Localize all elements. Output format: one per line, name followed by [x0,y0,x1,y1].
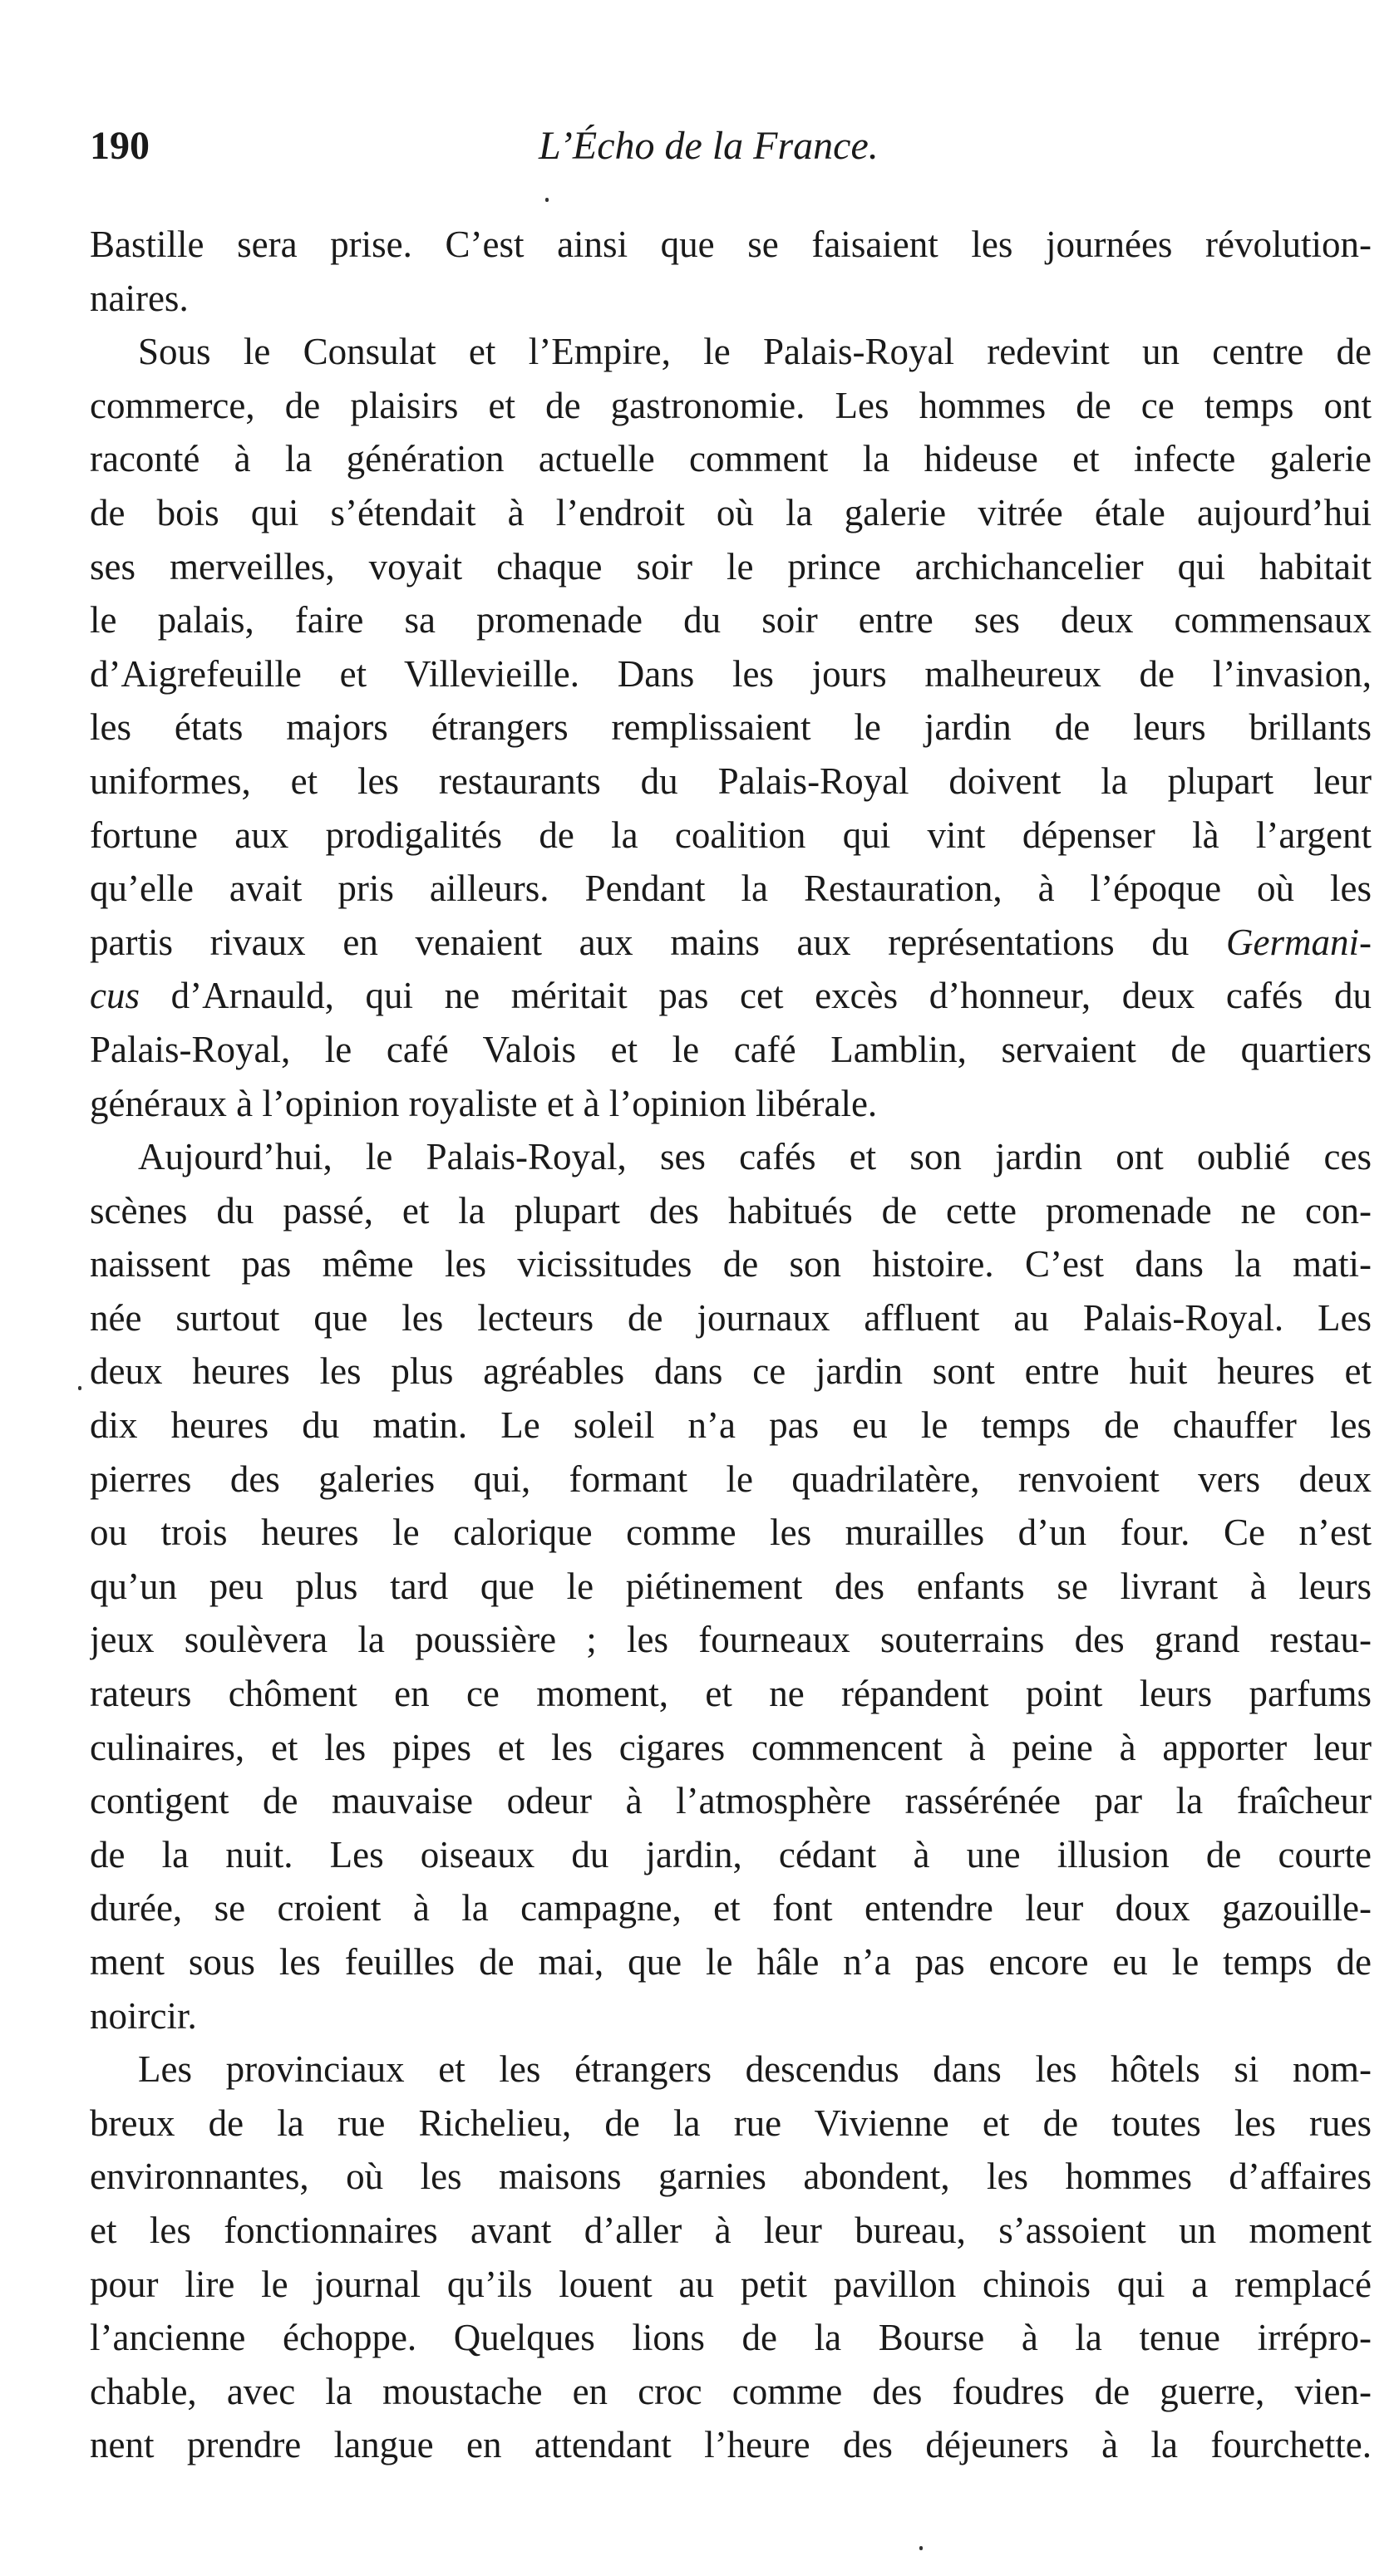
text-line: née surtout que les lecteurs de journaux affluent au Palais-Royal. Les [90,1296,1372,1339]
text-line: environnantes, où les maisons garnies abondent, les hommes d’affaires [90,2156,1372,2198]
text-line: rateurs chôment en ce moment, et ne répandent point leurs parfums [90,1673,1372,1715]
text-line: dix heures du matin. Le soleil n’a pas eu le temps de chauffer les [90,1404,1372,1447]
text-line: généraux à l’opinion royaliste et à l’opinion libérale. [90,1082,878,1124]
text-line: qu’elle avait pris ailleurs. Pendant la Restauration, à l’époque où les [90,868,1372,910]
page-header [90,121,1378,179]
text-line: cus d’Arnauld, qui ne méritait pas cet excès d’honneur, deux cafés du [90,975,1372,1017]
text-line: Aujourd’hui, le Palais-Royal, ses cafés et son jardin ont oublié ces [138,1136,1372,1178]
text-line: ment sous les feuilles de mai, que le hâle n’a pas encore eu le temps de [90,1941,1372,1983]
text-line: naissent pas même les vicissitudes de son histoire. C’est dans la mati- [90,1243,1372,1286]
running-title: L’Écho de la France. [539,124,879,168]
text-line: jeux soulèvera la poussière ; les fourneaux souterrains des grand restau- [90,1619,1372,1661]
print-speck [78,1386,81,1390]
text-line: le palais, faire sa promenade du soir entre ses deux commensaux [90,599,1372,642]
text-line: ou trois heures le calorique comme les murailles d’un four. Ce n’est [90,1512,1372,1554]
text-line: de la nuit. Les oiseaux du jardin, cédant à une illusion de courte [90,1833,1372,1875]
text-line: contigent de mauvaise odeur à l’atmosphère rassérénée par la fraîcheur [90,1780,1372,1822]
print-speck [919,2546,923,2550]
text-line: durée, se croient à la campagne, et font entendre leur doux gazouille- [90,1887,1372,1930]
text-line: partis rivaux en venaient aux mains aux représentations du Germani- [90,921,1372,963]
text-line: Bastille sera prise. C’est ainsi que se faisaient les journées révolution- [90,224,1372,265]
text-line: pour lire le journal qu’ils louent au petit pavillon chinois qui a remplacé [90,2263,1372,2305]
text-line: d’Aigrefeuille et Villevieille. Dans les jours malheureux de l’invasion, [90,652,1372,695]
print-speck [545,198,549,202]
text-line: fortune aux prodigalités de la coalition qui vint dépenser là l’argent [90,814,1372,856]
text-line: commerce, de plaisirs et de gastronomie. Les hommes de ce temps ont [90,384,1372,426]
text-line: breux de la rue Richelieu, de la rue Vivienne et de toutes les rues [90,2102,1372,2144]
text-line: Palais-Royal, le café Valois et le café Lamblin, servaient de quartiers [90,1028,1372,1070]
text-line: noircir. [90,1994,197,2037]
text-line: raconté à la génération actuelle comment la hideuse et infecte galerie [90,438,1372,480]
text-line: chable, avec la moustache en croc comme des foudres de guerre, vien- [90,2370,1372,2412]
text-line: scènes du passé, et la plupart des habitués de cette promenade ne con- [90,1189,1372,1231]
text-line: l’ancienne échoppe. Quelques lions de la Bourse à la tenue irrépro- [90,2317,1372,2359]
text-line: culinaires, et les pipes et les cigares commencent à peine à apporter leur [90,1726,1372,1768]
body-text [90,218,1372,2472]
text-line: de bois qui s’étendait à l’endroit où la galerie vitrée étale aujourd’hui [90,491,1372,533]
text-line: uniformes, et les restaurants du Palais-Royal doivent la plupart leur [90,760,1372,802]
text-line: deux heures les plus agréables dans ce jardin sont entre huit heures et [90,1350,1372,1393]
text-line: les états majors étrangers remplissaient le jardin de leurs brillants [90,706,1372,749]
text-line: qu’un peu plus tard que le piétinement des enfants se livrant à leurs [90,1565,1372,1607]
text-line: et les fonctionnaires avant d’aller à leur bureau, s’assoient un moment [90,2209,1372,2251]
text-line: pierres des galeries qui, formant le quadrilatère, renvoient vers deux [90,1458,1372,1500]
text-line: nent prendre langue en attendant l’heure des déjeuners à la fourchette. [90,2424,1372,2466]
text-line: naires. [90,277,189,319]
text-line: ses merveilles, voyait chaque soir le prince archichancelier qui habitait [90,545,1372,587]
page-number: 190 [90,124,150,168]
text-line: Les provinciaux et les étrangers descendus dans les hôtels si nom- [138,2048,1372,2091]
text-line: Sous le Consulat et l’Empire, le Palais-Royal redevint un centre de [138,331,1372,373]
